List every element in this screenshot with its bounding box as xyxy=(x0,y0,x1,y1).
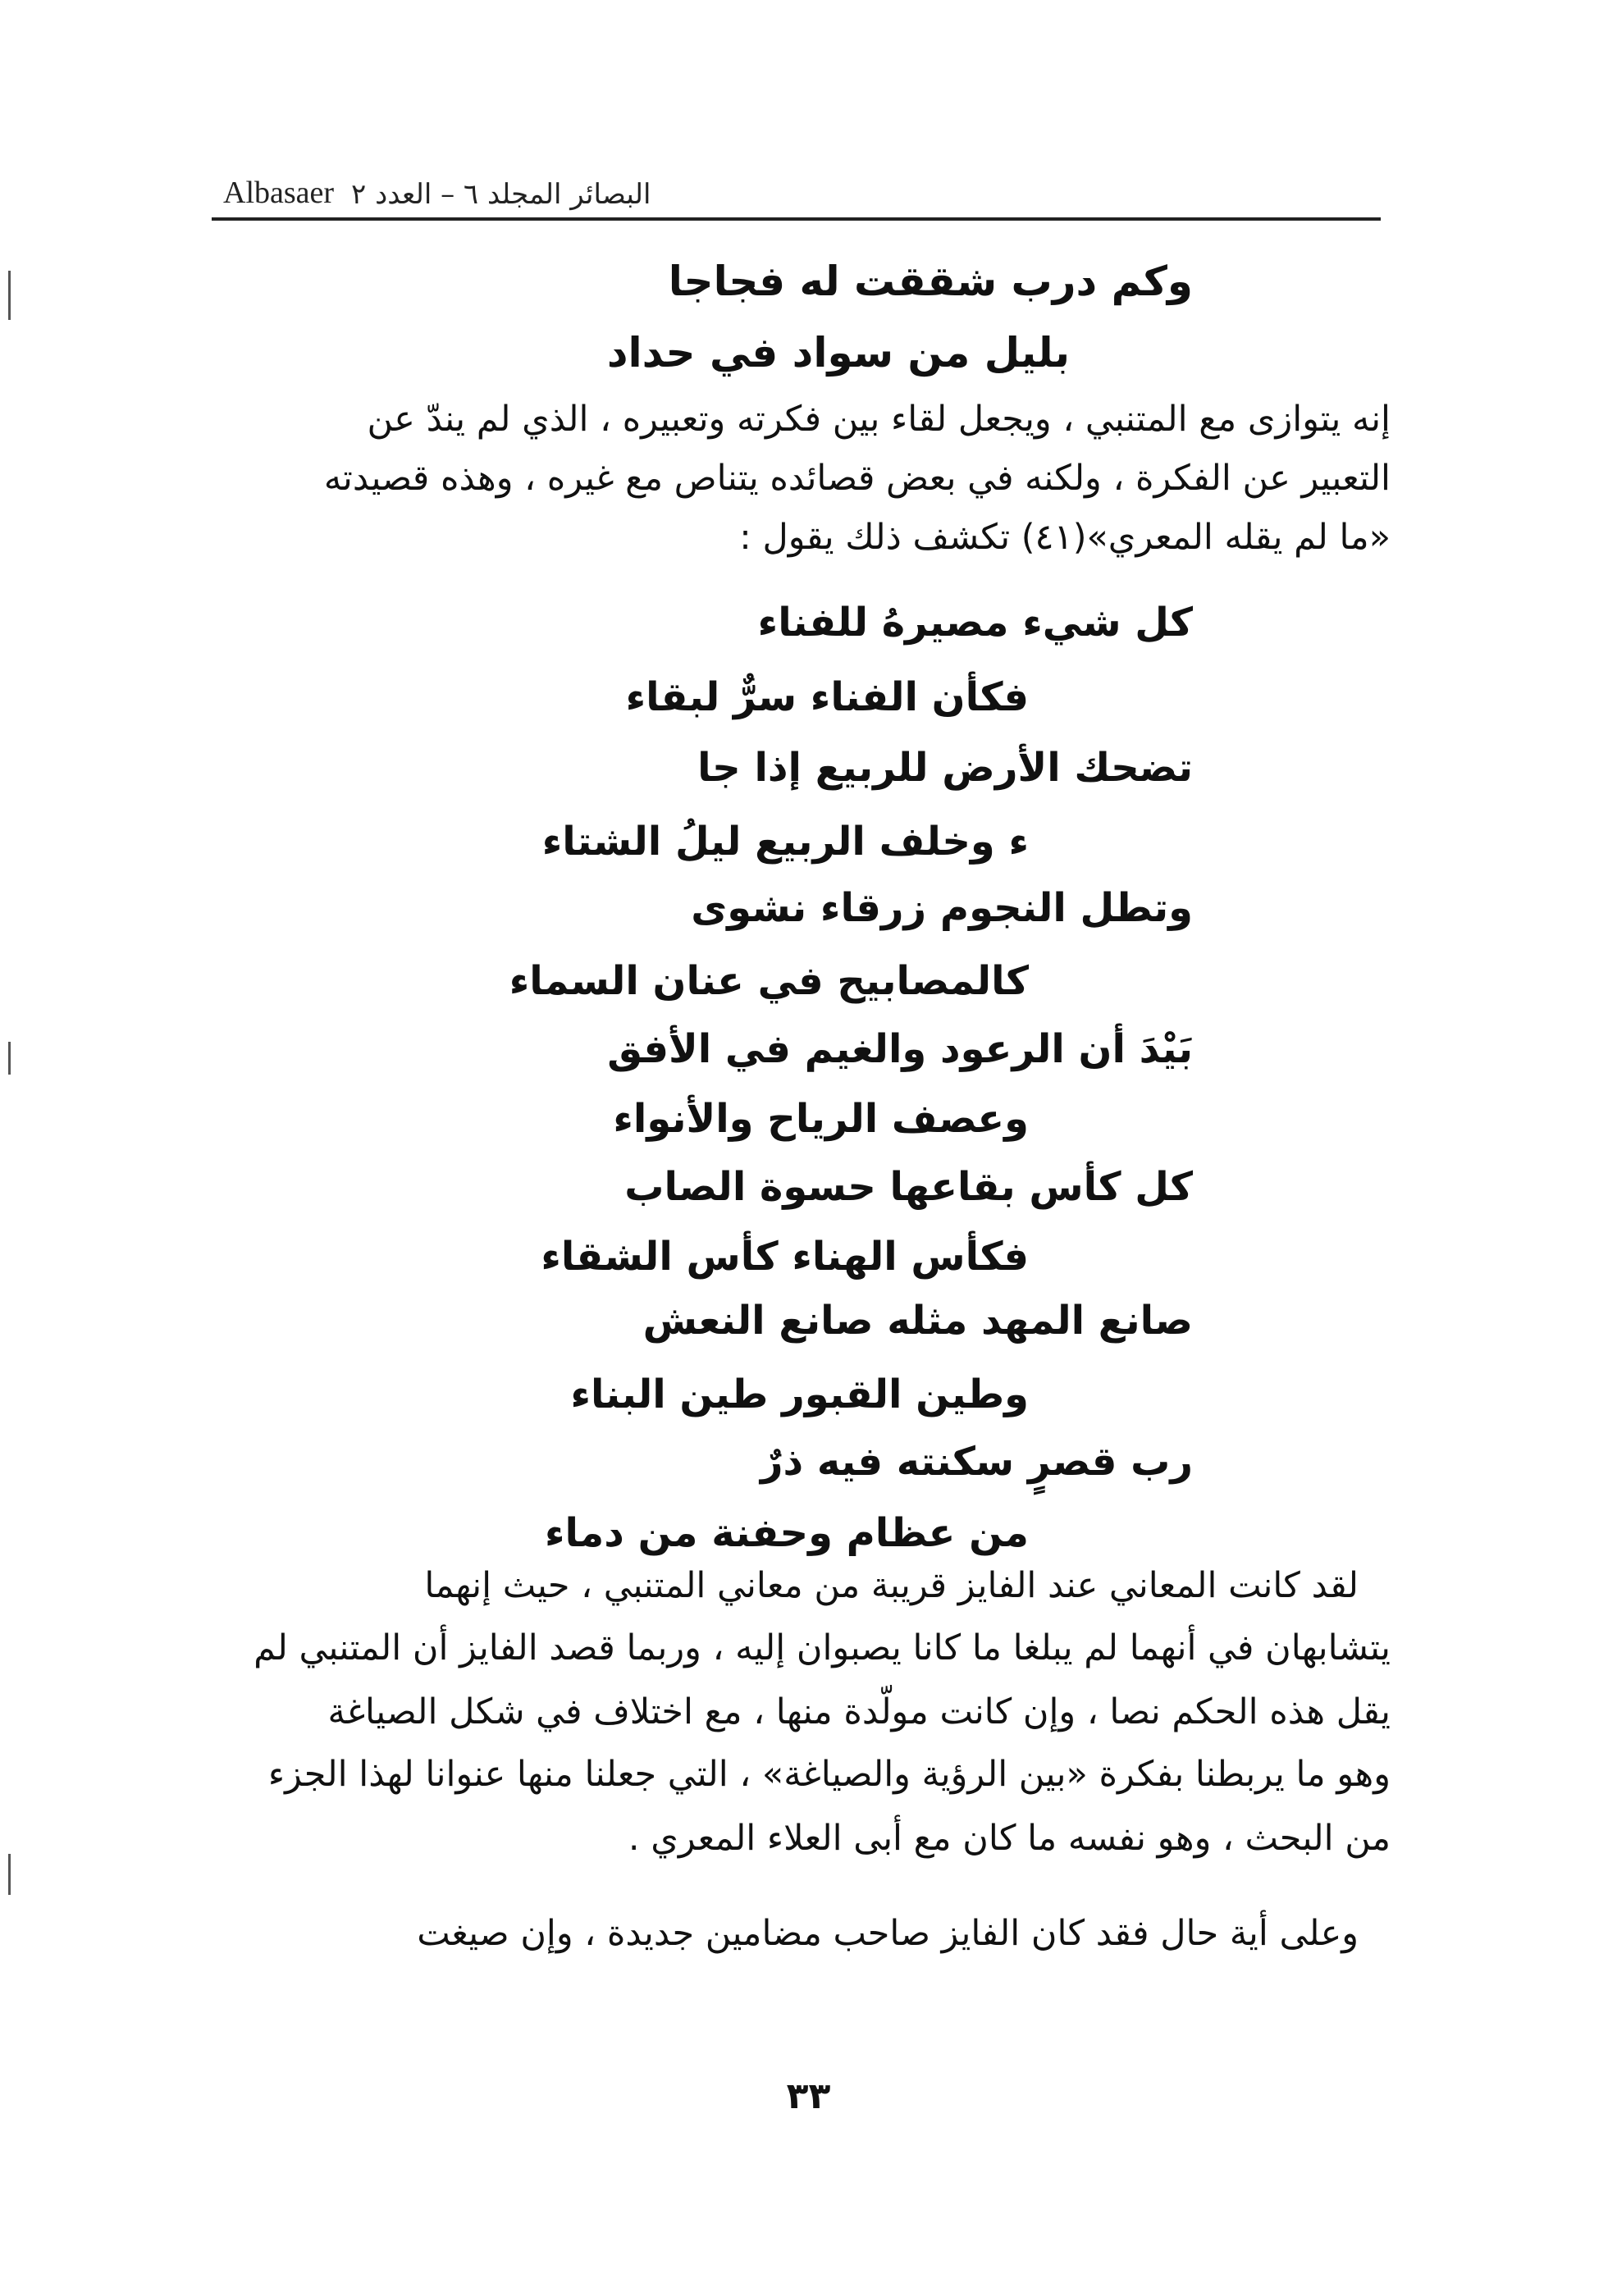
paragraph-line: التعبير عن الفكرة ، ولكنه في بعض قصائده يتناص مع غيره ، وهذه قصيدته xyxy=(323,458,1391,499)
page-number: ٣٣ xyxy=(786,2075,831,2117)
paragraph-line: يقل هذه الحكم نصا ، وإن كانت مولّدة منها ، مع اختلاف في شكل الصياغة xyxy=(327,1691,1391,1732)
paragraph-line: وهو ما يربطنا بفكرة «بين الرؤية والصياغة» ، التي جعلنا منها عنوانا لهذا الجزء xyxy=(267,1754,1391,1795)
poem-line: وطين القبور طين البناء xyxy=(570,1372,1029,1417)
poem-line: فكأس الهناء كأس الشقاء xyxy=(541,1234,1029,1280)
poem-line: كالمصابيح في عنان السماء xyxy=(509,958,1029,1004)
paragraph-line: من البحث ، وهو نفسه ما كان مع أبى العلاء المعري . xyxy=(628,1818,1391,1859)
journal-name-english: Albasaer xyxy=(223,176,335,210)
poem-line: من عظام وحفنة من دماء xyxy=(544,1510,1029,1556)
poem-line: كل كأس بقاعها حسوة الصاب xyxy=(624,1164,1193,1210)
paragraph-line: إنه يتوازى مع المتنبي ، ويجعل لقاء بين فكرته وتعبيره ، الذي لم يندّ عن xyxy=(367,399,1391,440)
running-header xyxy=(212,168,1381,221)
poem-line: صانع المهد مثله صانع النعش xyxy=(642,1298,1193,1344)
poem-line: وعصف الرياح والأنواء xyxy=(613,1096,1029,1142)
paragraph-line: «ما لم يقله المعري»(٤١) تكشف ذلك يقول : xyxy=(739,517,1391,558)
poem-line: رب قصرٍ سكنته فيه ذرٌ xyxy=(760,1439,1193,1485)
poem-line: وتطل النجوم زرقاء نشوى xyxy=(691,885,1193,931)
poem-line: ء وخلف الربيع ليلُ الشتاء xyxy=(541,819,1029,865)
scan-edge-mark xyxy=(8,1042,11,1075)
poem-line: تضحك الأرض للربيع إذا جا xyxy=(697,745,1193,791)
journal-issue-arabic: البصائر المجلد ٦ – العدد ٢ xyxy=(351,178,651,211)
poem-line: كل شيء مصيرهُ للفناء xyxy=(757,600,1193,646)
poem-line: فكأن الفناء سرٌّ لبقاء xyxy=(625,674,1029,720)
intro-verse-line: وكم درب شققت له فجاجا xyxy=(668,258,1193,305)
scan-edge-mark xyxy=(8,1854,11,1895)
paragraph-line: يتشابهان في أنهما لم يبلغا ما كانا يصبوان إليه ، وربما قصد الفايز أن المتنبي لم xyxy=(254,1627,1391,1668)
paragraph-line: وعلى أية حال فقد كان الفايز صاحب مضامين جديدة ، وإن صيغت xyxy=(417,1913,1359,1954)
intro-verse-line: بليل من سواد في حداد xyxy=(606,329,1070,377)
scan-edge-mark xyxy=(8,271,11,320)
paragraph-line: لقد كانت المعاني عند الفايز قريبة من معاني المتنبي ، حيث إنهما xyxy=(424,1565,1359,1606)
poem-line: بَيْدَ أن الرعود والغيم في الأفق xyxy=(607,1026,1193,1072)
